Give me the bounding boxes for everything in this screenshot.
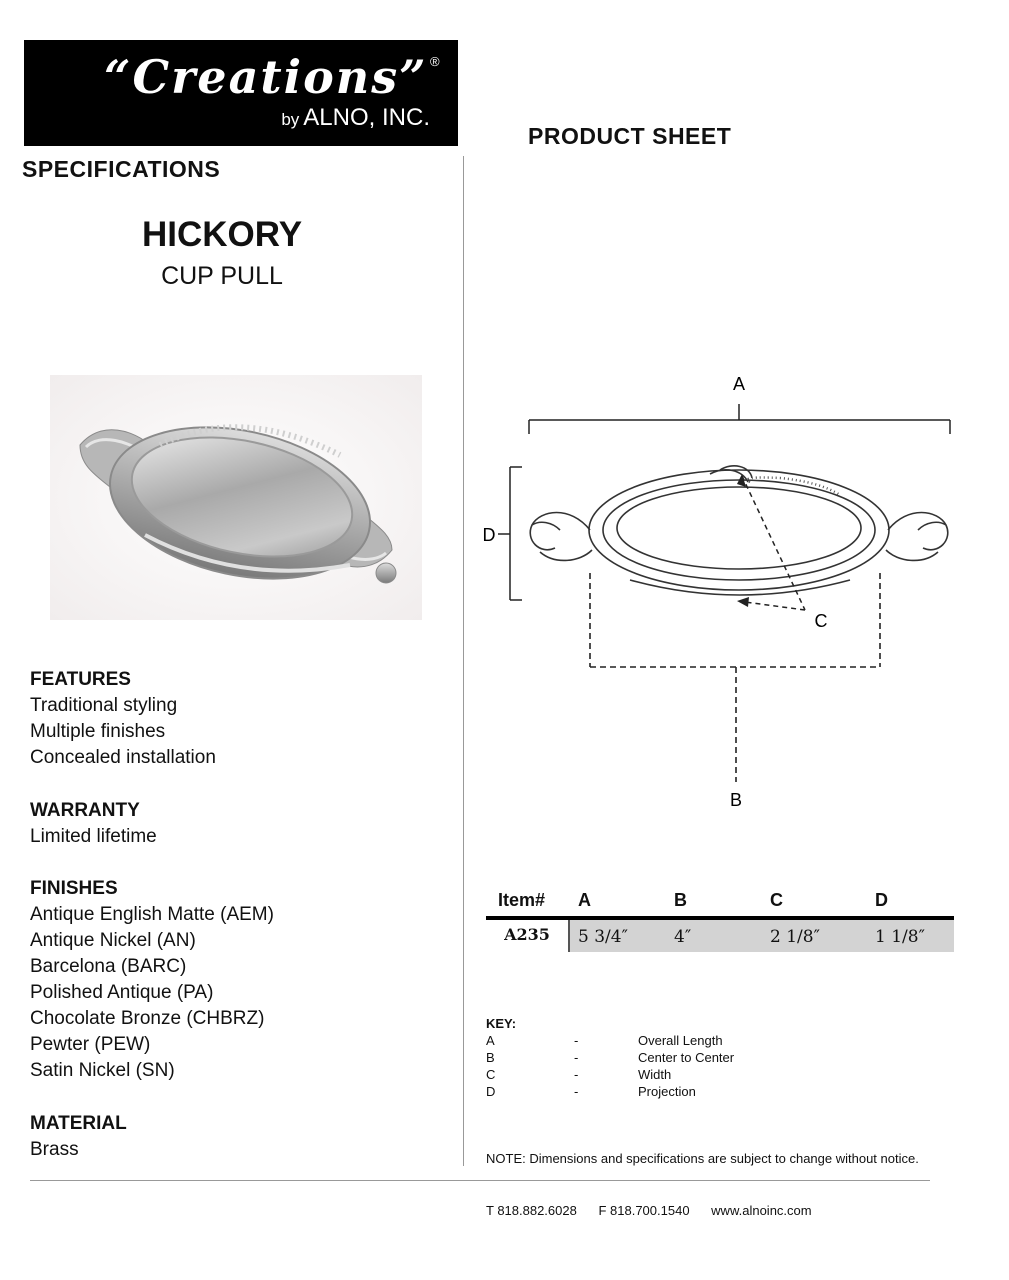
key-meaning: Projection: [638, 1084, 696, 1099]
key-dash: -: [574, 1050, 579, 1065]
vertical-divider: [463, 156, 464, 1166]
table-row: [486, 920, 954, 952]
finish-item: Antique Nickel (AN): [30, 930, 196, 951]
key-title: KEY:: [486, 1016, 517, 1031]
finishes-heading: FINISHES: [30, 878, 118, 899]
dimension-diagram: [480, 370, 980, 820]
disclaimer-note: NOTE: Dimensions and specifications are subject to change without notice.: [486, 1151, 919, 1166]
key-letter: C: [486, 1067, 496, 1082]
finish-item: Barcelona (BARC): [30, 956, 187, 977]
product-type: CUP PULL: [161, 262, 283, 290]
header-item: Item#: [498, 890, 546, 910]
cell-b: 4″: [674, 927, 692, 947]
key-dash: -: [574, 1067, 579, 1082]
key-letter: D: [486, 1084, 496, 1099]
cell-a: 5 3/4″: [578, 927, 628, 947]
logo-wordmark: “Creations”: [104, 50, 428, 104]
key-meaning: Overall Length: [638, 1033, 723, 1048]
website-link[interactable]: www.alnoinc.com: [711, 1203, 812, 1218]
horizontal-divider: [30, 1180, 930, 1181]
logo-subtitle: [281, 104, 430, 132]
finish-item: Chocolate Bronze (CHBRZ): [30, 1008, 265, 1029]
key-row: [486, 1083, 786, 1100]
header-a: A: [578, 890, 591, 910]
label-c: C: [814, 611, 828, 631]
finish-item: Pewter (PEW): [30, 1034, 151, 1055]
features-section: [30, 667, 216, 771]
warranty-item: Limited lifetime: [30, 826, 157, 847]
feature-item: Multiple finishes: [30, 721, 166, 742]
dimension-key: [486, 1015, 786, 1100]
label-a: A: [732, 374, 746, 394]
finish-item: Satin Nickel (SN): [30, 1060, 175, 1081]
material-section: [30, 1111, 127, 1163]
key-row: [486, 1049, 786, 1066]
finish-item: Polished Antique (PA): [30, 982, 214, 1003]
product-photo: [50, 375, 422, 620]
key-dash: -: [574, 1084, 579, 1099]
features-heading: FEATURES: [30, 669, 131, 690]
finish-item: Antique English Matte (AEM): [30, 904, 274, 925]
key-letter: B: [486, 1050, 495, 1065]
product-name: HICKORY: [141, 215, 303, 254]
cell-item: A235: [486, 920, 570, 952]
logo-company: ALNO, INC.: [303, 104, 430, 131]
material-item: Brass: [30, 1139, 79, 1160]
header-d: D: [875, 890, 888, 910]
key-meaning: Width: [638, 1067, 672, 1082]
specifications-heading: SPECIFICATIONS: [22, 156, 221, 182]
phone-number: T 818.882.6028: [486, 1203, 577, 1218]
key-meaning: Center to Center: [638, 1050, 735, 1065]
header-b: B: [674, 890, 687, 910]
key-letter: A: [486, 1033, 495, 1048]
cell-c: 2 1/8″: [770, 927, 820, 947]
label-d: D: [482, 525, 496, 545]
pull-outline: [530, 466, 948, 595]
key-dash: -: [574, 1033, 579, 1048]
contact-footer: [486, 1203, 830, 1218]
dimensions-table: [486, 890, 954, 952]
product-sheet-heading: PRODUCT SHEET: [528, 123, 732, 149]
fax-number: F 818.700.1540: [598, 1203, 690, 1218]
feature-item: Traditional styling: [30, 695, 178, 716]
warranty-section: [30, 798, 157, 850]
label-b: B: [729, 790, 743, 810]
brand-logo: [24, 40, 458, 146]
table-header-row: [486, 890, 954, 916]
material-heading: MATERIAL: [30, 1113, 127, 1134]
logo-by: by: [281, 110, 300, 129]
key-row: [486, 1032, 786, 1049]
finishes-section: [30, 876, 274, 1084]
warranty-heading: WARRANTY: [30, 800, 140, 821]
cell-d: 1 1/8″: [875, 927, 925, 947]
header-c: C: [770, 890, 783, 910]
logo-registered-mark: ®: [430, 54, 440, 69]
feature-item: Concealed installation: [30, 747, 216, 768]
key-row: [486, 1066, 786, 1083]
